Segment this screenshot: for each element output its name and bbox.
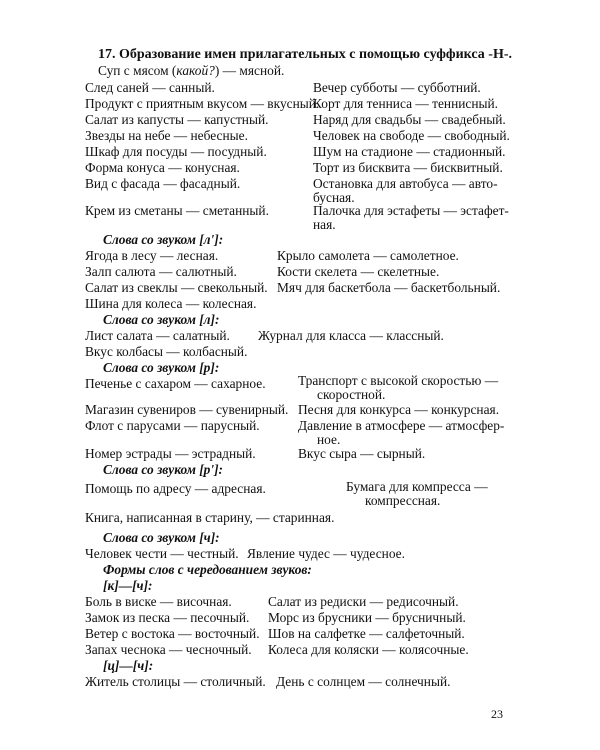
list-item: Журнал для класса — классный.: [258, 328, 444, 343]
heading-l: Слова со звуком [л]:: [103, 312, 220, 327]
list-item: Торт из бисквита — бисквитный.: [313, 160, 503, 175]
list-item: Форма конуса — конусная.: [85, 160, 240, 175]
list-item: Замок из песка — песочный.: [85, 610, 250, 625]
list-item: Ягода в лесу — лесная.: [85, 248, 219, 263]
list-item: Вкус сыра — сырный.: [298, 446, 426, 461]
list-item: Боль в виске — височная.: [85, 594, 232, 609]
list-item: Звезды на небе — небесные.: [85, 128, 248, 143]
example-question: какой?: [176, 63, 215, 78]
list-item: Давление в атмосфере — атмосфер-: [298, 418, 505, 433]
list-item: Салат из капусты — капустный.: [85, 112, 269, 127]
example-suffix: ) — мясной.: [214, 63, 285, 78]
list-item: Морс из брусники — брусничный.: [268, 610, 466, 625]
list-item: Вид с фасада — фасадный.: [85, 176, 241, 191]
list-item: Печенье с сахаром — сахарное.: [85, 376, 266, 391]
list-item: Ветер с востока — восточный.: [85, 626, 260, 641]
list-item: Наряд для свадьбы — свадебный.: [313, 112, 506, 127]
list-item: Явление чудес — чудесное.: [247, 546, 405, 561]
list-item: Кости скелета — скелетные.: [277, 264, 440, 279]
list-item: Крем из сметаны — сметанный.: [85, 203, 269, 218]
list-item: ное.: [317, 432, 341, 447]
list-item: Салат из редиски — редисочный.: [268, 594, 459, 609]
list-item: Салат из свеклы — свекольный.: [85, 280, 268, 295]
list-item: Магазин сувениров — сувенирный.: [85, 402, 289, 417]
list-item: Шов на салфетке — салфеточный.: [268, 626, 465, 641]
section-title: [98, 47, 512, 63]
list-item: След саней — санный.: [85, 80, 215, 95]
list-item: Колеса для коляски — колясочные.: [268, 642, 469, 657]
list-item: Остановка для автобуса — авто-: [313, 176, 498, 191]
heading-r: Слова со звуком [р]:: [103, 360, 220, 375]
list-item: Корт для тенниса — теннисный.: [313, 96, 499, 111]
list-item: Транспорт с высокой скоростью —: [298, 373, 499, 388]
list-item: Мяч для баскетбола — баскетбольный.: [277, 280, 501, 295]
list-item: Шина для колеса — колесная.: [85, 296, 257, 311]
list-item: Флот с парусами — парусный.: [85, 418, 260, 433]
list-item: компрессная.: [365, 493, 441, 508]
list-item: Житель столицы — столичный.: [85, 674, 266, 689]
list-item: Человек на свободе — свободный.: [313, 128, 510, 143]
subheading-ts-ch: [ц]—[ч]:: [103, 658, 154, 673]
list-item: скоростной.: [317, 387, 386, 402]
section-number: 17: [98, 47, 112, 62]
list-item: Продукт с приятным вкусом — вкусный.: [85, 96, 320, 111]
list-item: Человек чести — честный.: [85, 546, 239, 561]
example-line: [98, 63, 284, 79]
list-item: Вечер субботы — субботний.: [313, 80, 481, 95]
subheading-k-ch: [к]—[ч]:: [103, 578, 153, 593]
heading-r-soft: Слова со звуком [р']:: [103, 462, 224, 477]
section-title-text: . Образование имен прилагательных с помощью суффикса -Н-.: [112, 47, 512, 62]
list-item: Шкаф для посуды — посудный.: [85, 144, 267, 159]
list-item: Лист салата — салатный.: [85, 328, 230, 343]
list-item: Крыло самолета — самолетное.: [277, 248, 459, 263]
list-item: День с солнцем — солнечный.: [276, 674, 451, 689]
page-number: 23: [491, 707, 503, 721]
heading-l-soft: Слова со звуком [л']:: [103, 232, 224, 247]
list-item: бусная.: [313, 190, 355, 205]
list-item: Шум на стадионе — стадионный.: [313, 144, 506, 159]
list-item: Залп салюта — салютный.: [85, 264, 237, 279]
list-item: Вкус колбасы — колбасный.: [85, 344, 248, 359]
list-item: Бумага для компресса —: [346, 479, 488, 494]
list-item: ная.: [313, 217, 336, 232]
list-item: Помощь по адресу — адресная.: [85, 481, 266, 496]
example-prefix: Суп с мясом (: [98, 63, 177, 78]
list-item: Номер эстрады — эстрадный.: [85, 446, 256, 461]
heading-alternation: Формы слов с чередованием звуков:: [103, 562, 312, 577]
heading-ch: Слова со звуком [ч]:: [103, 530, 220, 545]
list-item: Запах чеснока — чесночный.: [85, 642, 252, 657]
list-item: Книга, написанная в старину, — старинная.: [85, 510, 335, 525]
list-item: Песня для конкурса — конкурсная.: [298, 402, 500, 417]
list-item: Палочка для эстафеты — эстафет-: [313, 203, 509, 218]
